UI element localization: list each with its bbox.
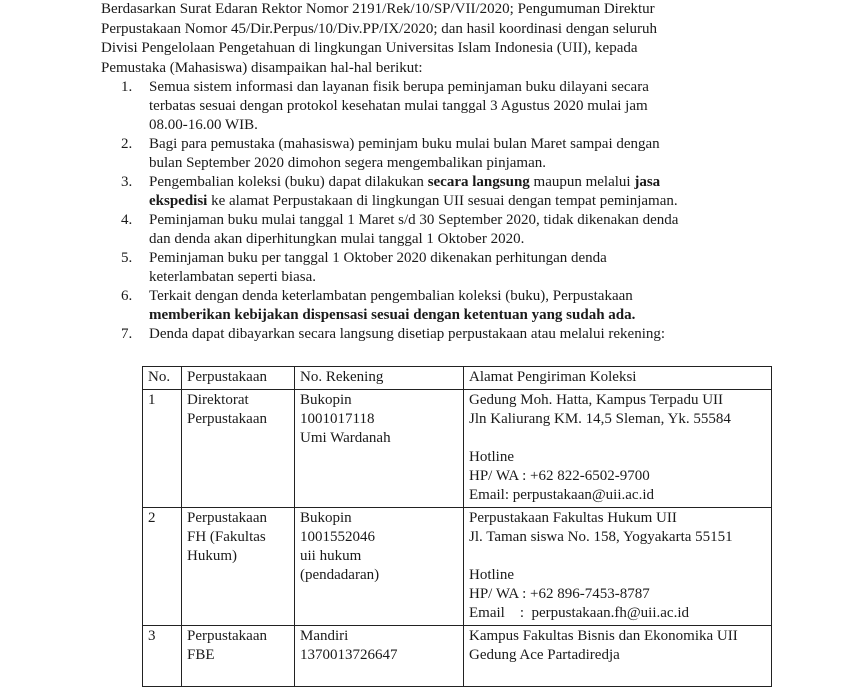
- list-line: Peminjaman buku mulai tanggal 1 Maret s/d 30 September 2020, tidak dikenakan denda: [149, 212, 679, 228]
- cell-library: [182, 626, 295, 687]
- bold-text: ekspedisi: [149, 193, 208, 209]
- table-row: [143, 508, 772, 626]
- cell-account: [295, 390, 464, 508]
- list-line: [149, 192, 756, 211]
- cell-line: Gedung Moh. Hatta, Kampus Terpadu UII: [469, 392, 724, 408]
- bold-text: memberikan kebijakan dispensasi sesuai dengan ketentuan yang sudah ada.: [149, 307, 636, 323]
- account-table: [142, 366, 772, 687]
- list-line: Terkait dengan denda keterlambatan pengembalian koleksi (buku), Perpustakaan: [149, 288, 633, 304]
- list-item: [121, 78, 756, 135]
- table-row: [143, 390, 772, 508]
- list-line: terbatas sesuai dengan protokol kesehatan mulai tanggal 3 Agustus 2020 mulai jam: [149, 98, 648, 114]
- column-header-no: No.: [143, 367, 182, 390]
- cell-address: [464, 626, 772, 687]
- cell-account: [295, 626, 464, 687]
- text-run: Pengembalian koleksi (buku) dapat dilakukan: [149, 174, 428, 190]
- list-number: 1.: [121, 79, 133, 95]
- cell-line: Perpustakaan Fakultas Hukum UII: [469, 510, 677, 526]
- numbered-list: [121, 78, 756, 344]
- cell-line: 1001017118: [300, 411, 375, 427]
- table-header-row: [143, 367, 772, 390]
- cell-line: Bukopin: [300, 392, 352, 408]
- blank-line: [187, 665, 289, 684]
- list-line: Bagi para pemustaka (mahasiswa) peminjam buku mulai bulan Maret sampai dengan: [149, 136, 660, 152]
- cell-line: Gedung Ace Partadiredja: [469, 647, 620, 663]
- intro-paragraph: [101, 0, 751, 78]
- list-item: [121, 325, 756, 344]
- cell-line: Bukopin: [300, 510, 352, 526]
- cell-address: [464, 508, 772, 626]
- text-run: maupun melalui: [529, 174, 635, 190]
- list-number: 5.: [121, 250, 133, 266]
- cell-line: Hotline: [469, 567, 514, 583]
- blank-line: [469, 547, 766, 566]
- cell-line: Jl. Taman siswa No. 158, Yogyakarta 55151: [469, 529, 733, 545]
- cell-line: FH (Fakultas: [187, 529, 266, 545]
- intro-line: Perpustakaan Nomor 45/Dir.Perpus/10/Div.PP/IX/2020; dan hasil koordinasi dengan seluruh: [101, 20, 658, 37]
- list-line: bulan September 2020 dimohon segera mengembalikan pinjaman.: [149, 155, 546, 171]
- bold-text: jasa: [634, 174, 661, 190]
- list-item: [121, 287, 756, 325]
- list-number: 7.: [121, 326, 133, 342]
- column-header-library: Perpustakaan: [182, 367, 295, 390]
- column-header-address: Alamat Pengiriman Koleksi: [464, 367, 772, 390]
- cell-line: Perpustakaan: [187, 510, 267, 526]
- list-line: Semua sistem informasi dan layanan fisik berupa peminjaman buku dilayani secara: [149, 79, 649, 95]
- email-text: Email : perpustakaan.fh@uii.ac.id: [469, 605, 689, 621]
- list-line: Peminjaman buku per tanggal 1 Oktober 2020 dikenakan perhitungan denda: [149, 250, 607, 266]
- cell-line: uii hukum: [300, 548, 362, 564]
- cell-line: FBE: [187, 647, 215, 663]
- cell-library: [182, 390, 295, 508]
- cell-line: Umi Wardanah: [300, 430, 391, 446]
- cell-line: Perpustakaan: [187, 628, 267, 644]
- list-line: [149, 173, 756, 192]
- cell-line: HP/ WA : +62 822-6502-9700: [469, 468, 650, 484]
- list-number: 4.: [121, 212, 133, 228]
- email-text: Email: perpustakaan@uii.ac.id: [469, 487, 655, 503]
- list-item: [121, 211, 756, 249]
- cell-library: [182, 508, 295, 626]
- cell-no: 2: [143, 508, 182, 626]
- cell-no: 3: [143, 626, 182, 687]
- cell-line: Jln Kaliurang KM. 14,5 Sleman, Yk. 55584: [469, 411, 731, 427]
- list-number: 6.: [121, 288, 133, 304]
- intro-line: Divisi Pengelolaan Pengetahuan di lingkungan Universitas Islam Indonesia (UII), kepada: [101, 40, 638, 56]
- bold-text: secara langsung: [427, 174, 530, 190]
- list-item: [121, 135, 756, 173]
- list-item: [121, 249, 756, 287]
- cell-line: Mandiri: [300, 628, 349, 644]
- cell-line: 1370013726647: [300, 647, 398, 663]
- cell-no: 1: [143, 390, 182, 508]
- text-run: ke alamat Perpustakaan di lingkungan UII sesuai dengan tempat peminjaman.: [207, 193, 678, 209]
- cell-line: Perpustakaan: [187, 411, 267, 427]
- cell-account: [295, 508, 464, 626]
- table-row: [143, 626, 772, 687]
- cell-line: Hotline: [469, 449, 514, 465]
- cell-line: Direktorat: [187, 392, 249, 408]
- cell-line: 1001552046: [300, 529, 375, 545]
- list-line: keterlambatan seperti biasa.: [149, 269, 317, 285]
- cell-line: Kampus Fakultas Bisnis dan Ekonomika UII: [469, 628, 738, 644]
- cell-line: Hukum): [187, 548, 237, 564]
- intro-line: Pemustaka (Mahasiswa) disampaikan hal-hal berikut:: [101, 59, 423, 76]
- blank-line: [469, 429, 766, 448]
- list-line: Denda dapat dibayarkan secara langsung disetiap perpustakaan atau melalui rekening:: [149, 326, 666, 342]
- cell-line: HP/ WA : +62 896-7453-8787: [469, 586, 650, 602]
- list-line: 08.00-16.00 WIB.: [149, 117, 258, 133]
- column-header-account: No. Rekening: [295, 367, 464, 390]
- list-line: dan denda akan diperhitungkan mulai tanggal 1 Oktober 2020.: [149, 231, 525, 247]
- list-number: 2.: [121, 136, 133, 152]
- intro-line: Berdasarkan Surat Edaran Rektor Nomor 2191/Rek/10/SP/VII/2020; Pengumuman Direktur: [101, 1, 655, 17]
- cell-line: (pendadaran): [300, 567, 380, 583]
- cell-address: [464, 390, 772, 508]
- list-number: 3.: [121, 174, 133, 190]
- list-item: [121, 173, 756, 211]
